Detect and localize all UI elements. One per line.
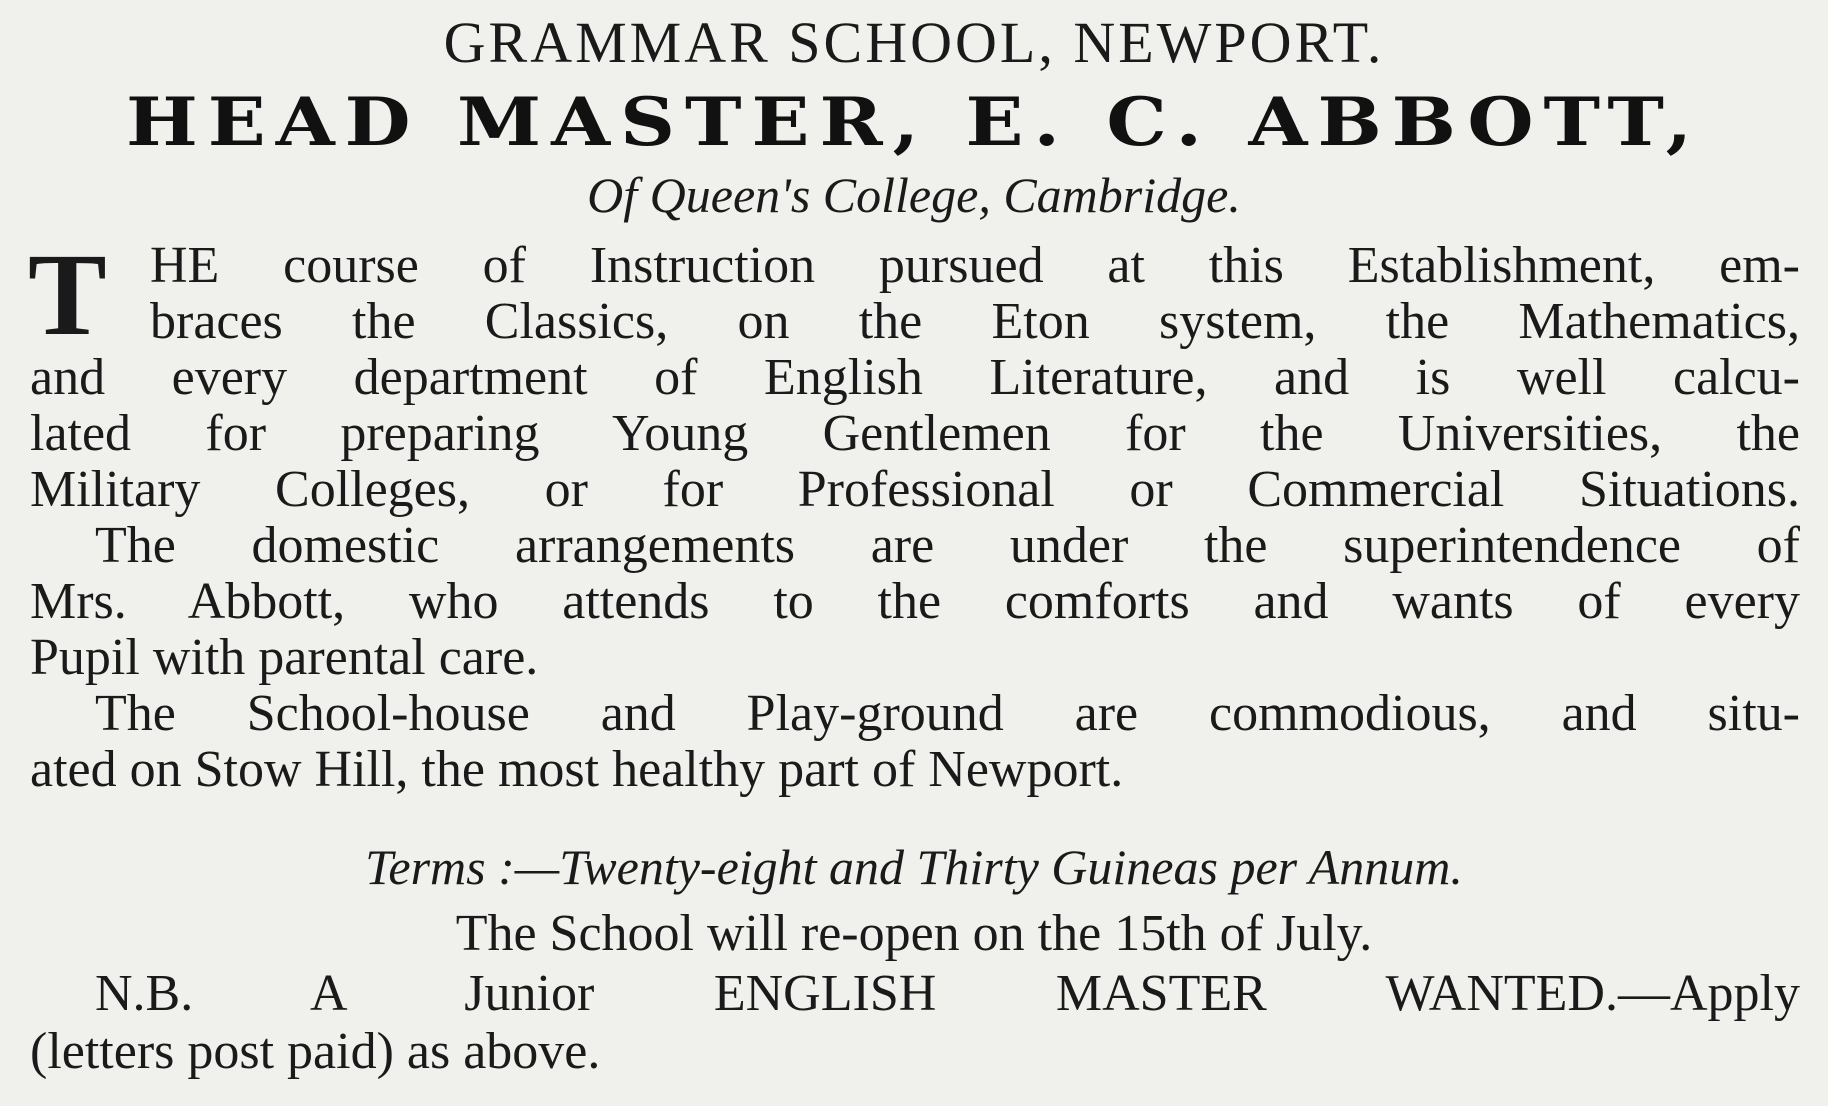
body-line: and every department of English Literature, and is well calcu- (30, 349, 1800, 406)
body-line: Military Colleges, or for Professional or Commercial Situations. (30, 461, 1800, 518)
ad-title: GRAMMAR SCHOOL, NEWPORT. (443, 10, 1385, 75)
body-line: The School-house and Play-ground are commodious, and situ- (95, 685, 1800, 742)
body-line: HE course of Instruction pursued at this Establishment, em- (150, 237, 1800, 294)
body-line: The domestic arrangements are under the superintendence of (95, 517, 1800, 574)
body-line: lated for preparing Young Gentlemen for the Universities, the (30, 405, 1800, 462)
drop-cap: T (28, 229, 107, 360)
body-line: (letters post paid) as above. (30, 1023, 601, 1080)
body-line: braces the Classics, on the Eton system, the Mathematics, (150, 293, 1800, 350)
body-line: Pupil with parental care. (30, 629, 539, 686)
terms-line: Terms :—Twenty-eight and Thirty Guineas per Annum. (365, 839, 1463, 895)
college-subtitle: Of Queen's College, Cambridge. (587, 167, 1241, 223)
headmaster-heading: HEAD MASTER, E. C. ABBOTT, (125, 82, 1703, 161)
reopen-line: The School will re-open on the 15th of July. (455, 905, 1373, 962)
body-line: Mrs. Abbott, who attends to the comforts and wants of every (30, 573, 1800, 630)
body-line: ated on Stow Hill, the most healthy part of Newport. (30, 741, 1124, 798)
body-line: N.B. A Junior ENGLISH MASTER WANTED.—Apply (95, 965, 1800, 1022)
